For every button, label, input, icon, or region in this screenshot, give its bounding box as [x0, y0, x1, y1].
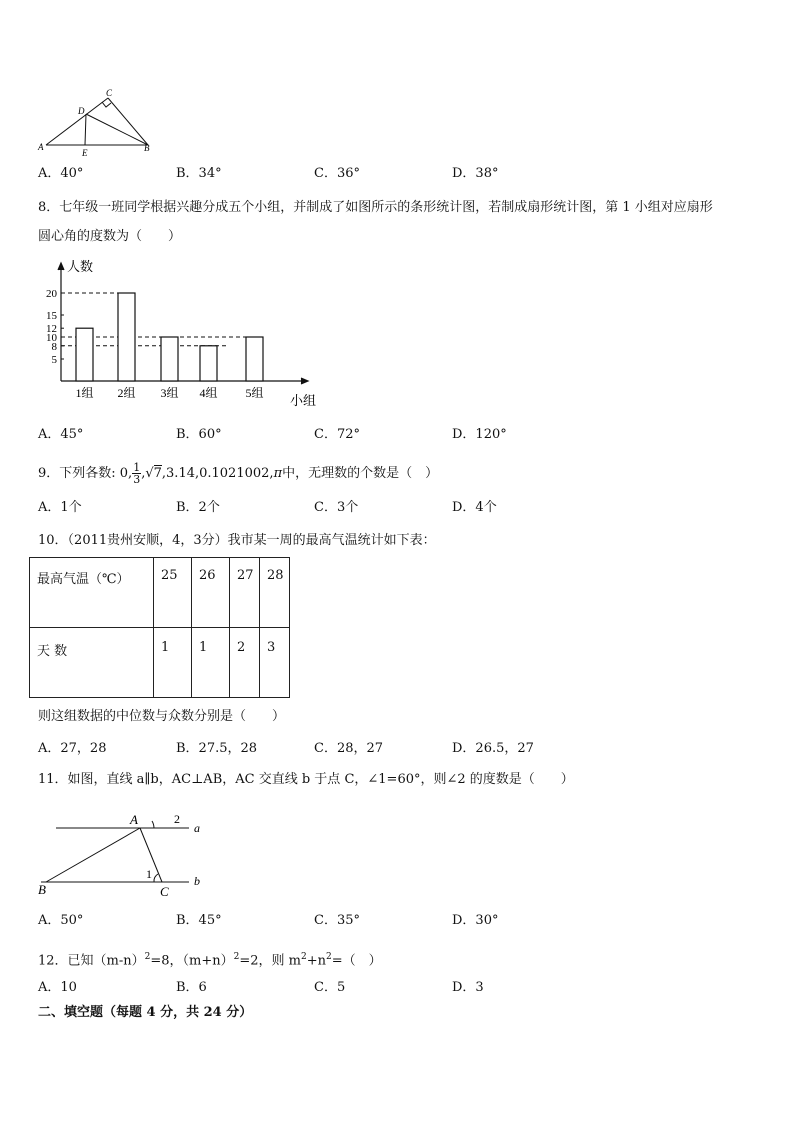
x-axis-label: 小组: [290, 393, 317, 408]
table-header-days: 天 数: [30, 628, 154, 698]
q12-option-c[interactable]: C．5: [314, 980, 346, 995]
q11-option-b[interactable]: B．45°: [176, 913, 222, 928]
table-cell: 26: [192, 558, 230, 628]
q12-option-a[interactable]: A．10: [38, 980, 77, 995]
q9-option-a[interactable]: A．1个: [38, 500, 82, 515]
q11-option-a[interactable]: A．50°: [38, 913, 84, 928]
q7-label-b: B: [144, 143, 150, 153]
q11-label-two: 2: [174, 812, 180, 826]
q11-label-line-b: b: [194, 874, 200, 888]
table-cell: 3: [260, 628, 290, 698]
y-tick-label: 10: [46, 332, 57, 344]
q10-title: 10．（2011贵州安顺，4，3分）我市某一周的最高气温统计如下表：: [38, 533, 436, 548]
y-tick-label: 5: [51, 354, 57, 366]
y-tick-label: 8: [51, 340, 57, 353]
bar-2: [118, 293, 135, 381]
x-tick-label: 4组: [199, 386, 218, 400]
q9-option-b[interactable]: B．2个: [176, 500, 220, 515]
q8-option-c[interactable]: C．72°: [314, 427, 360, 442]
table-cell: 27: [230, 558, 260, 628]
table-cell: 2: [230, 628, 260, 698]
bar-1: [76, 328, 93, 381]
q12-option-b[interactable]: B．6: [176, 980, 207, 995]
table-cell: 28: [260, 558, 290, 628]
q11-label-c-point: C: [160, 884, 169, 899]
q8-text-line2: 圆心角的度数为（ ）: [38, 229, 182, 244]
bar-4: [200, 346, 217, 381]
q10-option-b[interactable]: B．27.5，28: [176, 741, 258, 756]
q11-parallel-lines-figure: [36, 808, 226, 900]
table-header-temp: 最高气温（℃）: [30, 558, 154, 628]
section-heading-fill-blank: 二、填空题（每题 4 分，共 24 分）: [38, 1005, 253, 1020]
q8-option-d[interactable]: D．120°: [452, 427, 507, 442]
q9-option-c[interactable]: C．3个: [314, 500, 359, 515]
q8-option-b[interactable]: B．60°: [176, 427, 222, 442]
bar-3: [161, 337, 178, 381]
x-tick-label: 1组: [75, 386, 94, 400]
q9-text: 9．下列各数: 0, $\frac{1}{3}$ ,√7,3.14,0.1021002,π中，无理数的个数是（ ）: [38, 461, 439, 486]
y-axis-arrow: [58, 263, 64, 270]
x-tick-label: 2组: [117, 386, 136, 400]
q10-option-c[interactable]: C．28，27: [314, 741, 384, 756]
q7-option-d[interactable]: D．38°: [452, 166, 499, 181]
q7-option-c[interactable]: C．36°: [314, 166, 360, 181]
q11-option-c[interactable]: C．35°: [314, 913, 360, 928]
y-tick-label: 12: [46, 323, 57, 336]
table-cell: 1: [154, 628, 192, 698]
q8-text-line1: 8．七年级一班同学根据兴趣分成五个小组，并制成了如图所示的条形统计图，若制成扇形统计图，第 1 小组对应扇形: [38, 200, 713, 215]
x-axis-arrow: [301, 378, 308, 384]
q10-option-a[interactable]: A．27，28: [38, 741, 107, 756]
q11-text: 11．如图，直线 a∥b，AC⊥AB，AC 交直线 b 于点 C，∠1=60°，则∠2 的度数是（ ）: [38, 772, 574, 787]
q7-option-b[interactable]: B．34°: [176, 166, 222, 181]
bar-5: [246, 337, 263, 381]
q9-prefix: 9．下列各数: 0,: [38, 466, 133, 481]
q7-label-e: E: [82, 148, 88, 158]
q7-option-a[interactable]: A．40°: [38, 166, 84, 181]
y-tick-label: 20: [46, 288, 57, 300]
x-tick-label: 5组: [245, 386, 264, 400]
q11-label-a-point: A: [130, 812, 138, 827]
q11-option-d[interactable]: D．30°: [452, 913, 499, 928]
q9-fraction: $\frac{1}{3}$: [133, 461, 141, 486]
q11-label-b-point: B: [38, 882, 46, 897]
q10-question: 则这组数据的中位数与众数分别是（ ）: [38, 709, 286, 724]
table-cell: 1: [192, 628, 230, 698]
q7-label-d: D: [78, 106, 85, 116]
table-cell: 25: [154, 558, 192, 628]
q12-text: 12．已知$(m-n)^2=8$，$(m+n)^2=2$，则 $m^2+n^2=$（ ）: [38, 952, 382, 969]
y-axis-label: 人数: [67, 259, 94, 274]
q11-label-line-a: a: [194, 821, 200, 835]
q10-option-d[interactable]: D．26.5，27: [452, 741, 534, 756]
q12-option-d[interactable]: D．3: [452, 980, 484, 995]
q7-label-c: C: [106, 88, 113, 98]
y-tick-label: 15: [46, 310, 57, 322]
sqrt-icon: √: [145, 466, 154, 481]
q7-triangle-figure: [36, 88, 156, 158]
q7-label-a: A: [38, 142, 44, 152]
q11-label-one: 1: [146, 867, 152, 881]
x-tick-label: 3组: [160, 386, 179, 400]
q8-bar-chart: [36, 255, 326, 410]
q8-option-a[interactable]: A．45°: [38, 427, 84, 442]
q9-option-d[interactable]: D．4个: [452, 500, 497, 515]
temperature-table: [29, 557, 290, 698]
